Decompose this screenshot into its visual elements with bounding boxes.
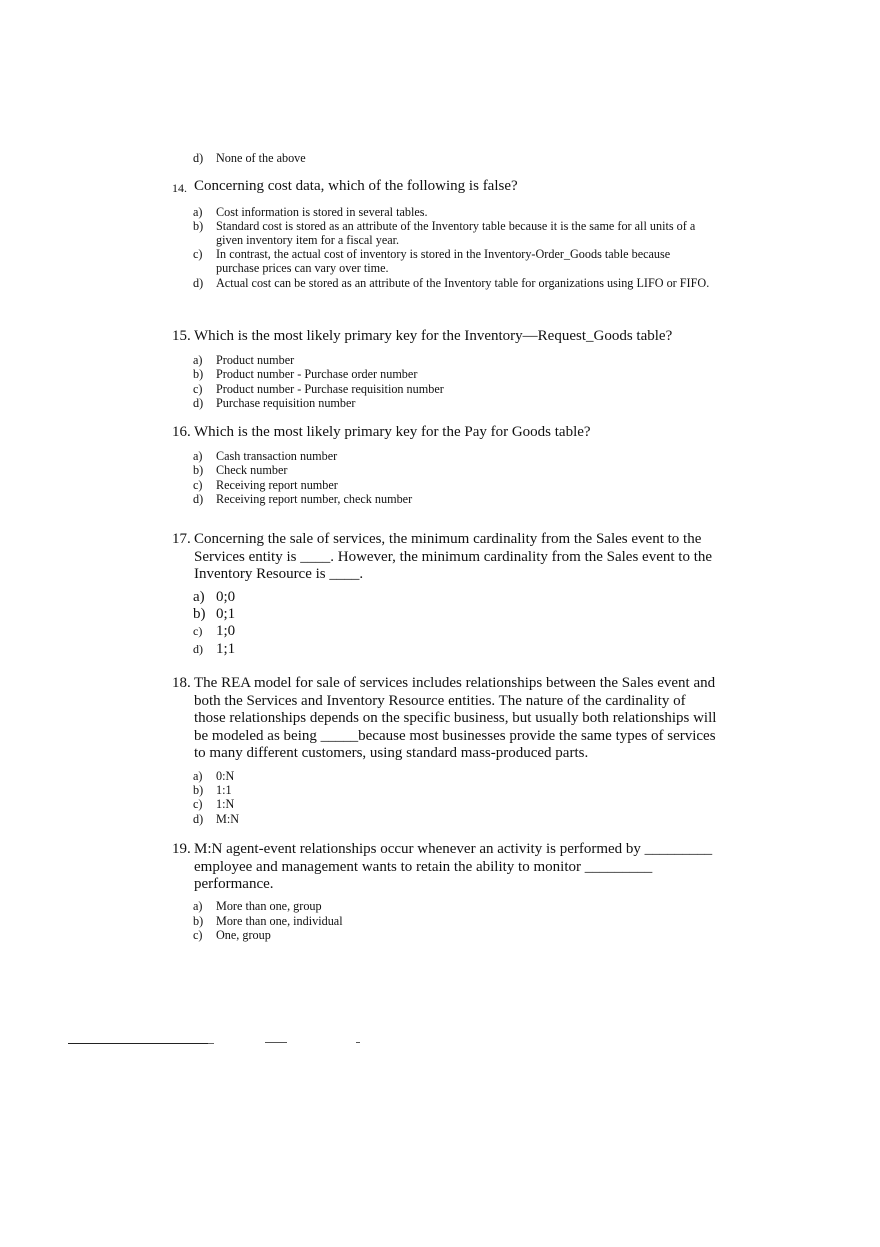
option (193, 276, 713, 290)
option-text: Receiving report number, check number (216, 492, 413, 506)
option-text: None of the above (216, 151, 306, 165)
option-text: 1;0 (216, 623, 236, 639)
option-letter: b) (193, 914, 204, 928)
question-19 (172, 841, 717, 894)
question-text: M:N agent-event relationships occur whenever an activity is performed by _________ employee and management wants to retain the ability to monitor _________ performance. (194, 841, 713, 893)
option-text: 0;0 (216, 589, 236, 605)
option-letter: c) (193, 382, 203, 396)
option-text: Receiving report number (216, 478, 338, 492)
option-letter: c) (193, 928, 203, 942)
option-text: Product number (216, 353, 295, 367)
question-text: Which is the most likely primary key for the Pay for Goods table? (194, 424, 591, 440)
option-letter: c) (193, 247, 203, 261)
option-letter: d) (193, 396, 204, 410)
option-text: Cash transaction number (216, 449, 338, 463)
option-text: In contrast, the actual cost of inventory is stored in the Inventory-Order_Goods table because purchase prices can vary over time. (216, 247, 671, 276)
option (193, 396, 713, 410)
footnote-separator (68, 1043, 208, 1044)
option (193, 589, 713, 606)
option-text: Product number - Purchase order number (216, 367, 418, 381)
question-number: 17. (172, 531, 191, 547)
option (193, 623, 713, 640)
option (193, 492, 713, 506)
option (193, 219, 713, 248)
option-letter: b) (193, 783, 204, 797)
option-letter: d) (193, 812, 204, 826)
option-letter: b) (193, 463, 204, 477)
option-letter: b) (193, 606, 206, 622)
option-letter: d) (193, 492, 204, 506)
option-letter: a) (193, 899, 203, 913)
question-17 (172, 531, 717, 584)
option-letter: a) (193, 589, 205, 605)
option-text: Cost information is stored in several tables. (216, 205, 428, 219)
footnote-separator-tail (208, 1043, 214, 1044)
option-text: 0:N (216, 769, 235, 783)
option (193, 812, 713, 826)
option-text: 0;1 (216, 606, 236, 622)
option-text: Product number - Purchase requisition number (216, 382, 444, 396)
option-text: More than one, group (216, 899, 322, 913)
option (193, 914, 713, 928)
option-text: Actual cost can be stored as an attribute of the Inventory table for organizations using LIFO or FIFO. (216, 276, 710, 290)
question-number: 18. (172, 675, 191, 691)
option-letter: c) (193, 478, 203, 492)
question-14 (172, 178, 717, 196)
option-text: 1;1 (216, 641, 236, 657)
option (193, 205, 713, 219)
option-letter: d) (193, 151, 204, 165)
option (193, 353, 713, 367)
option-text: More than one, individual (216, 914, 343, 928)
option-letter: c) (193, 624, 203, 638)
option-letter: a) (193, 449, 203, 463)
option-text: Standard cost is stored as an attribute of the Inventory table because it is the same for all units of a given inventory item for a fiscal year. (216, 219, 696, 248)
option-letter: d) (193, 642, 203, 656)
scan-artifact (356, 1042, 360, 1043)
option-text: 1:N (216, 797, 235, 811)
option-letter: c) (193, 797, 203, 811)
question-text: Concerning cost data, which of the following is false? (194, 178, 518, 194)
option-letter: d) (193, 276, 204, 290)
carryover-option (193, 151, 713, 165)
option (193, 463, 713, 477)
option (193, 478, 713, 492)
option-text: Purchase requisition number (216, 396, 356, 410)
option (193, 783, 713, 797)
option (193, 606, 713, 623)
question-18 (172, 675, 717, 763)
option (193, 899, 713, 913)
question-number: 16. (172, 424, 191, 440)
question-16 (172, 424, 717, 442)
option (193, 769, 713, 783)
question-number: 15. (172, 328, 191, 344)
question-number: 19. (172, 841, 191, 857)
option-text: One, group (216, 928, 271, 942)
question-number: 14. (172, 181, 187, 195)
option-letter: a) (193, 353, 203, 367)
option (193, 449, 713, 463)
option (193, 641, 713, 658)
question-15 (172, 328, 717, 346)
option-text: 1:1 (216, 783, 232, 797)
option-text: M:N (216, 812, 240, 826)
option-text: Check number (216, 463, 288, 477)
option (193, 928, 713, 942)
question-text: The REA model for sale of services includes relationships between the Sales event and both the Services and Inventory Resource entities. The nature of the cardinality of those relationships depends on the specific business, but usually both relationships will be modeled as being _____because most businesses provide the same types of services to many different customers, using standard mass-produced parts. (194, 675, 717, 762)
option (193, 367, 713, 381)
option (193, 382, 713, 396)
option (193, 247, 713, 276)
question-text: Concerning the sale of services, the minimum cardinality from the Sales event to the Services entity is ____. However, the minimum cardinality from the Sales event to the Inventory Resource is ____. (194, 531, 713, 583)
question-text: Which is the most likely primary key for the Inventory—Request_Goods table? (194, 328, 673, 344)
scan-artifact (265, 1042, 287, 1043)
option-letter: a) (193, 205, 203, 219)
option (193, 797, 713, 811)
option-letter: b) (193, 219, 204, 233)
option-letter: a) (193, 769, 203, 783)
option-letter: b) (193, 367, 204, 381)
